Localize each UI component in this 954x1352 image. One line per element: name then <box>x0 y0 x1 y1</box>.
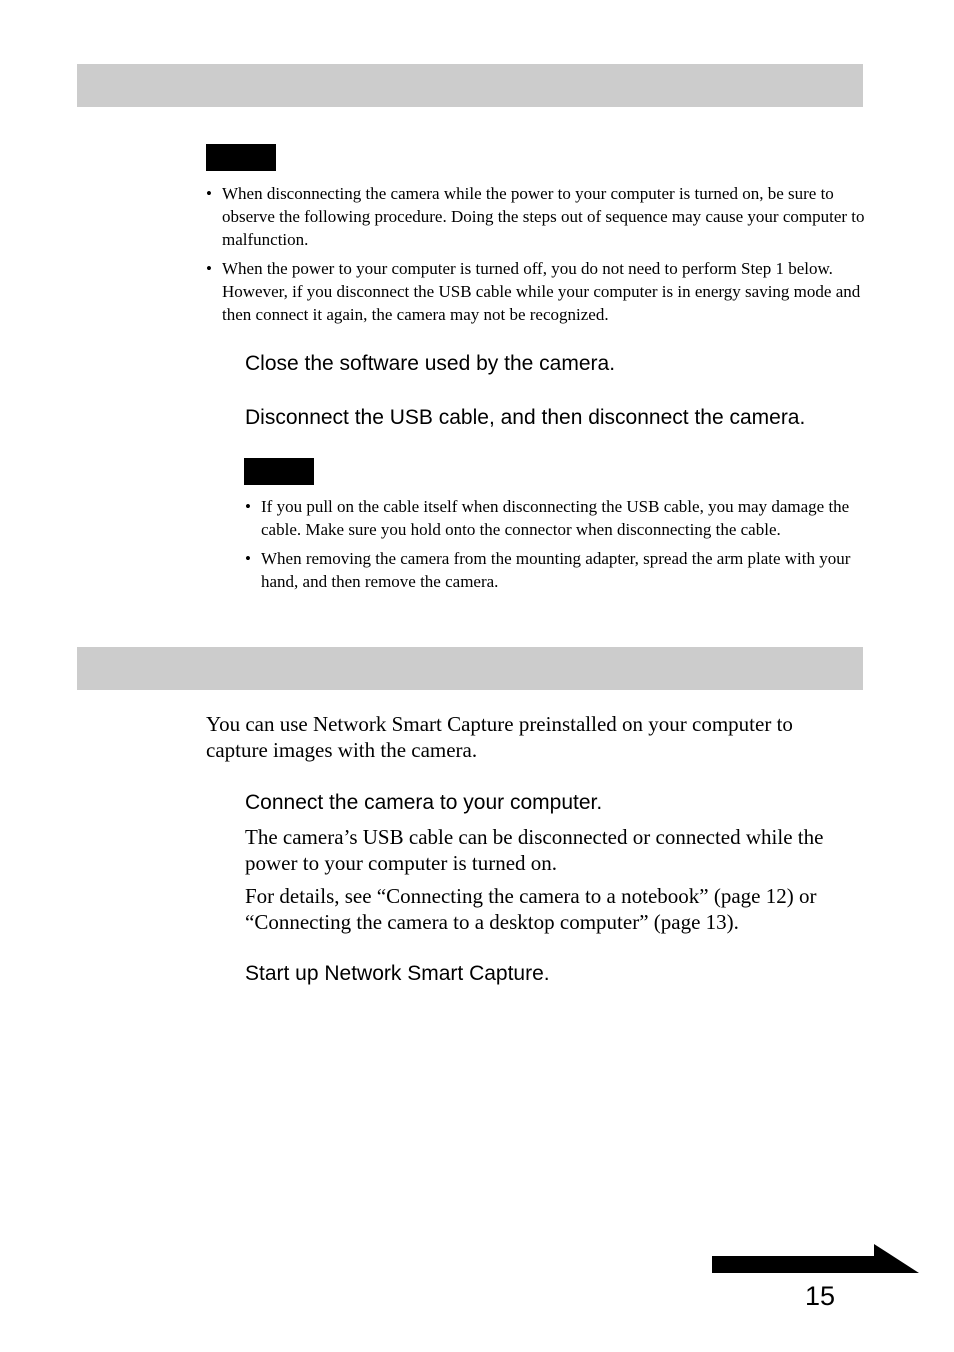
list-item: • If you pull on the cable itself when disconnecting the USB cable, you may damage the cable. Make sure you hold onto the connector when disconnecting the cable. <box>245 497 850 539</box>
step-detail-paragraph: For details, see “Connecting the camera to a notebook” (page 12) or “Connecting the camera to a desktop computer” (page 13). <box>245 884 817 934</box>
intro-paragraph: You can use Network Smart Capture preinstalled on your computer to capture images with the camera. <box>206 712 793 762</box>
step-connect-camera: Connect the camera to your computer. <box>245 791 603 814</box>
section-header-bar <box>77 64 863 107</box>
list-item: • When disconnecting the camera while the power to your computer is turned on, be sure to observe the following procedure. Doing the steps out of sequence may cause your computer to malfunction. <box>206 184 865 249</box>
bullet-icon: • <box>245 549 251 568</box>
note-label-badge <box>206 144 276 171</box>
continue-arrow-icon <box>712 1244 920 1274</box>
section-header-bar <box>77 647 863 690</box>
bullet-icon: • <box>206 259 212 278</box>
step-close-software: Close the software used by the camera. <box>245 352 616 375</box>
notes-list <box>245 495 870 599</box>
page-number: 15 <box>804 1281 836 1311</box>
notes-list <box>206 182 866 332</box>
step-disconnect-cable: Disconnect the USB cable, and then disconnect the camera. <box>245 406 806 429</box>
note-label-badge <box>244 458 314 485</box>
step-detail-paragraph: The camera’s USB cable can be disconnected or connected while the power to your computer is turned on. <box>245 825 824 875</box>
list-item: • When removing the camera from the mounting adapter, spread the arm plate with your hand, and then remove the camera. <box>245 549 851 591</box>
bullet-icon: • <box>245 497 251 516</box>
list-item: • When the power to your computer is turned off, you do not need to perform Step 1 below. However, if you disconnect the USB cable while your computer is in energy saving mode and then connect it again, the camera may not be recognized. <box>206 259 861 324</box>
bullet-icon: • <box>206 184 212 203</box>
step-start-capture: Start up Network Smart Capture. <box>245 962 550 985</box>
